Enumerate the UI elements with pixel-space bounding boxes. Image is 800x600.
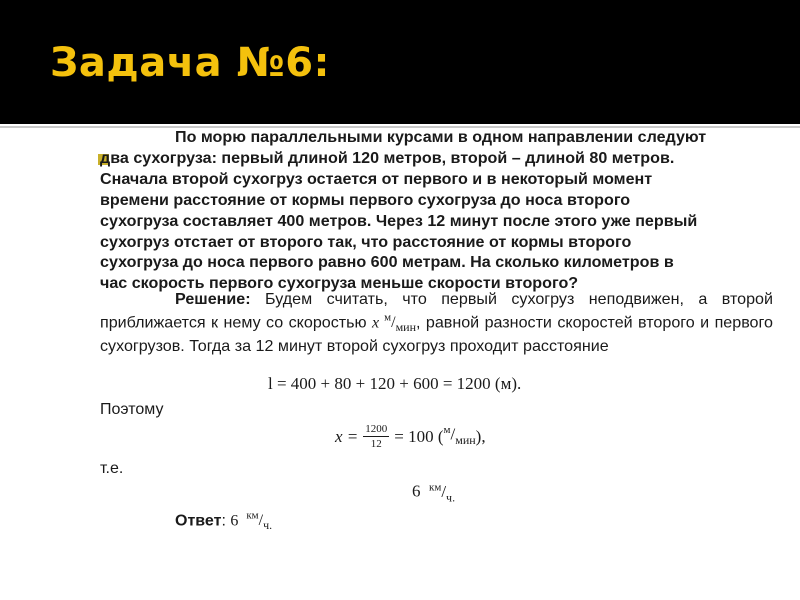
answer-line — [175, 510, 272, 534]
kmh-result — [412, 481, 455, 505]
problem-line: сухогруза до носа первого равно 600 метрам. На сколько километров в — [100, 253, 674, 272]
eq3-value: 6 — [412, 481, 421, 501]
speed-equation — [335, 422, 486, 451]
ie-label: т.е. — [100, 460, 124, 477]
slide-header — [0, 0, 800, 124]
problem-line: два сухогруза: первый длиной 120 метров, второй – длиной 80 метров. — [100, 148, 675, 167]
eq2-denominator: 12 — [370, 438, 382, 450]
solution-paragraph — [100, 290, 773, 356]
solution-text-2: , равной разности скоростей второго и первого сухогрузов. Тогда за 12 минут второй сухогруз проходит расстояние — [100, 313, 773, 356]
eq2-fraction — [363, 422, 389, 451]
therefore-label: Поэтому — [100, 401, 164, 418]
eq3-unit-denominator: ч. — [446, 490, 456, 505]
speed-variable: x — [372, 314, 380, 332]
problem-statement — [100, 127, 773, 294]
eq2-unit-denominator: мин — [455, 433, 476, 448]
problem-line: час скорость первого сухогруза меньше скорости второго? — [100, 274, 579, 293]
answer-unit: $^{км}/_{ч.}$ — [246, 510, 273, 533]
eq2-unit: $^м/_{мин}$ — [443, 424, 476, 448]
answer-colon: : — [221, 512, 231, 530]
slide-title: Задача №6: — [50, 40, 331, 86]
eq2-unit-numerator: м — [443, 424, 451, 437]
eq3-unit: $^{км}/_{ч.}$ — [429, 481, 456, 505]
problem-line: сухогруза составляет 400 метров. Через 12 минут после этого уже первый — [100, 211, 698, 230]
eq3-unit-numerator: км — [429, 481, 442, 493]
problem-line: времени расстояние от кормы первого сухогруза до носа второго — [100, 190, 631, 209]
problem-line: По морю параллельными курсами в одном направлении следуют — [175, 128, 707, 146]
solution-text-1: Будем считать, что первый сухогруз неподвижен, а второй приближается к нему со скоростью — [100, 290, 773, 332]
answer-unit-denominator: ч. — [263, 518, 273, 533]
answer-label: Ответ — [175, 512, 222, 530]
eq2-rhs: = 100 ( — [394, 426, 444, 446]
problem-line: Сначала второй сухогруз остается от первого и в некоторый момент — [100, 169, 653, 188]
speed-unit: $^м/_{мин}$ — [384, 311, 416, 335]
answer-unit-numerator: км — [246, 510, 259, 522]
distance-equation: l = 400 + 80 + 120 + 600 = 1200 (м). — [268, 374, 522, 393]
problem-line: сухогруз отстает от второго так, что расстояние от кормы второго — [100, 232, 632, 251]
eq2-end: ), — [475, 426, 486, 446]
unit-numerator: м — [384, 311, 392, 324]
answer-value: 6 — [230, 512, 239, 530]
eq2-numerator: 1200 — [365, 423, 388, 435]
eq2-lhs: x = — [335, 426, 359, 446]
solution-label: Решение: — [175, 290, 251, 308]
unit-denominator: мин — [395, 320, 416, 335]
